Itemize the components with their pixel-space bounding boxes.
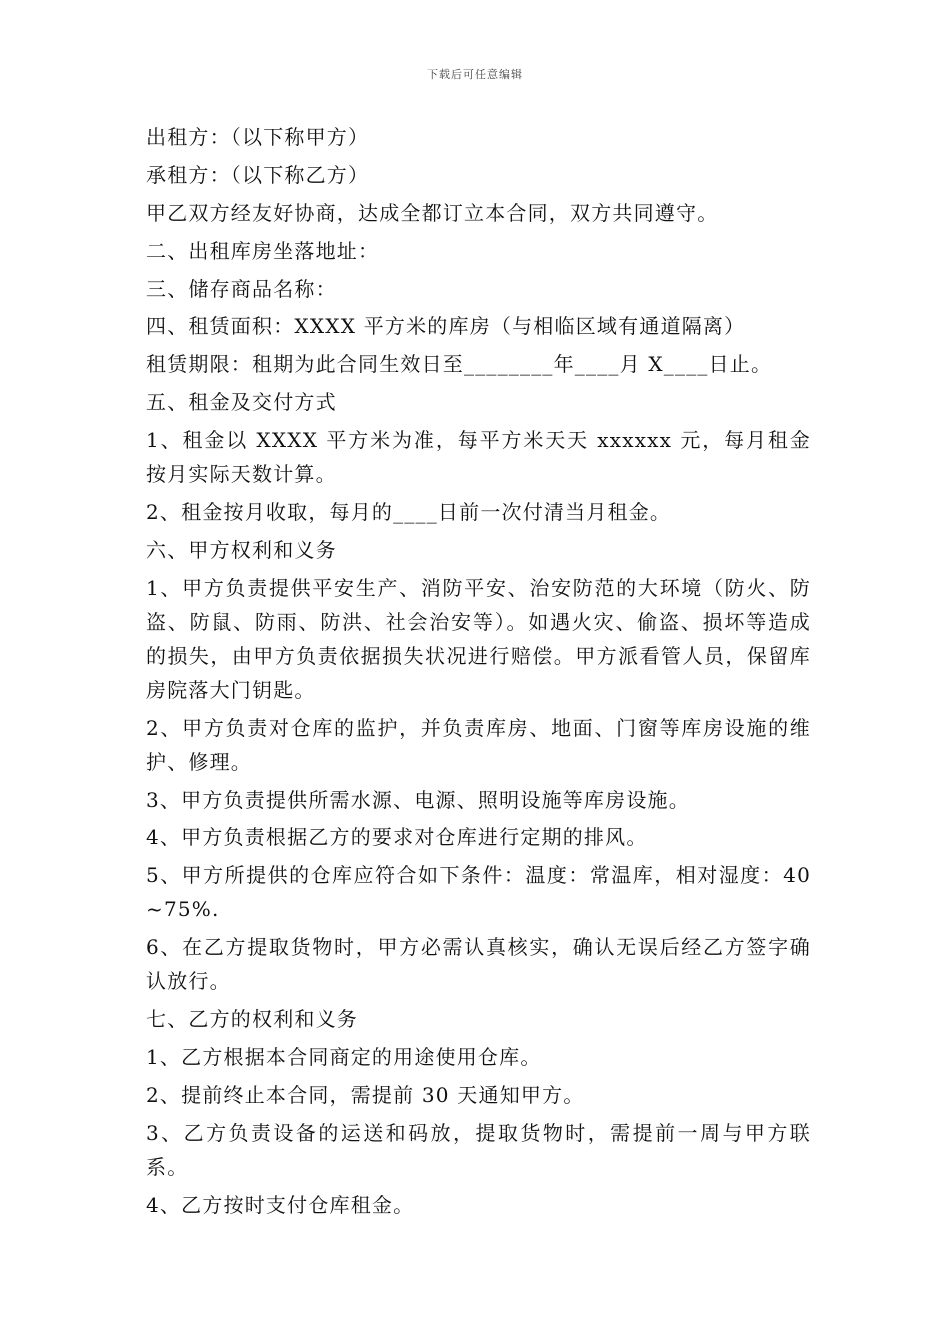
paragraph: 承租方：（以下称乙方） (146, 162, 370, 187)
section-heading: 五、租金及交付方式 (146, 390, 337, 415)
paragraph: 二、出租库房坐落地址： (146, 238, 380, 263)
paragraph: 出租方：（以下称甲方） (146, 125, 370, 149)
paragraph: 1、甲方负责提供平安生产、消防平安、治安防范的大环境（防火、防盗、防鼠、防雨、防洪、社会治安等）。如遇火灾、偷盗、损坏等造成的损失，由甲方负责依据损失状况进行赔偿。甲方派看管人员，保留库房院落大门钥匙。 (146, 575, 811, 702)
page-header: 下载后可任意编辑 (427, 68, 523, 81)
paragraph: 2、提前终止本合同，需提前 30 天通知甲方。 (146, 1082, 585, 1107)
paragraph: 3、乙方负责设备的运送和码放，提取货物时，需提前一周与甲方联系。 (146, 1120, 811, 1179)
paragraph: 4、甲方负责根据乙方的要求对仓库进行定期的排风。 (146, 825, 648, 850)
paragraph: 2、租金按月收取，每月的____日前一次付清当月租金。 (146, 500, 672, 525)
paragraph: 4、乙方按时支付仓库租金。 (146, 1192, 415, 1217)
contract-body (146, 120, 811, 1226)
paragraph: 租赁期限：租期为此合同生效日至________年____月 X____日止。 (146, 352, 773, 377)
paragraph: 3、甲方负责提供所需水源、电源、照明设施等库房设施。 (146, 787, 690, 812)
paragraph: 5、甲方所提供的仓库应符合如下条件：温度：常温库，相对湿度：40~75%. (146, 863, 811, 922)
paragraph: 1、乙方根据本合同商定的用途使用仓库。 (146, 1045, 542, 1070)
paragraph: 三、储存商品名称： (146, 276, 337, 301)
section-heading: 六、甲方权利和义务 (146, 537, 337, 562)
paragraph: 甲乙双方经友好协商，达成全都订立本合同，双方共同遵守。 (146, 200, 719, 225)
paragraph: 2、甲方负责对仓库的监护，并负责库房、地面、门窗等库房设施的维护、修理。 (146, 715, 811, 774)
paragraph: 四、租赁面积：XXXX 平方米的库房（与相临区域有通道隔离） (146, 314, 746, 339)
section-heading: 七、乙方的权利和义务 (146, 1007, 358, 1032)
paragraph: 6、在乙方提取货物时，甲方必需认真核实，确认无误后经乙方签字确认放行。 (146, 935, 811, 994)
paragraph: 1、租金以 XXXX 平方米为准，每平方米天天 xxxxxx 元，每月租金按月实际天数计算。 (146, 428, 811, 487)
